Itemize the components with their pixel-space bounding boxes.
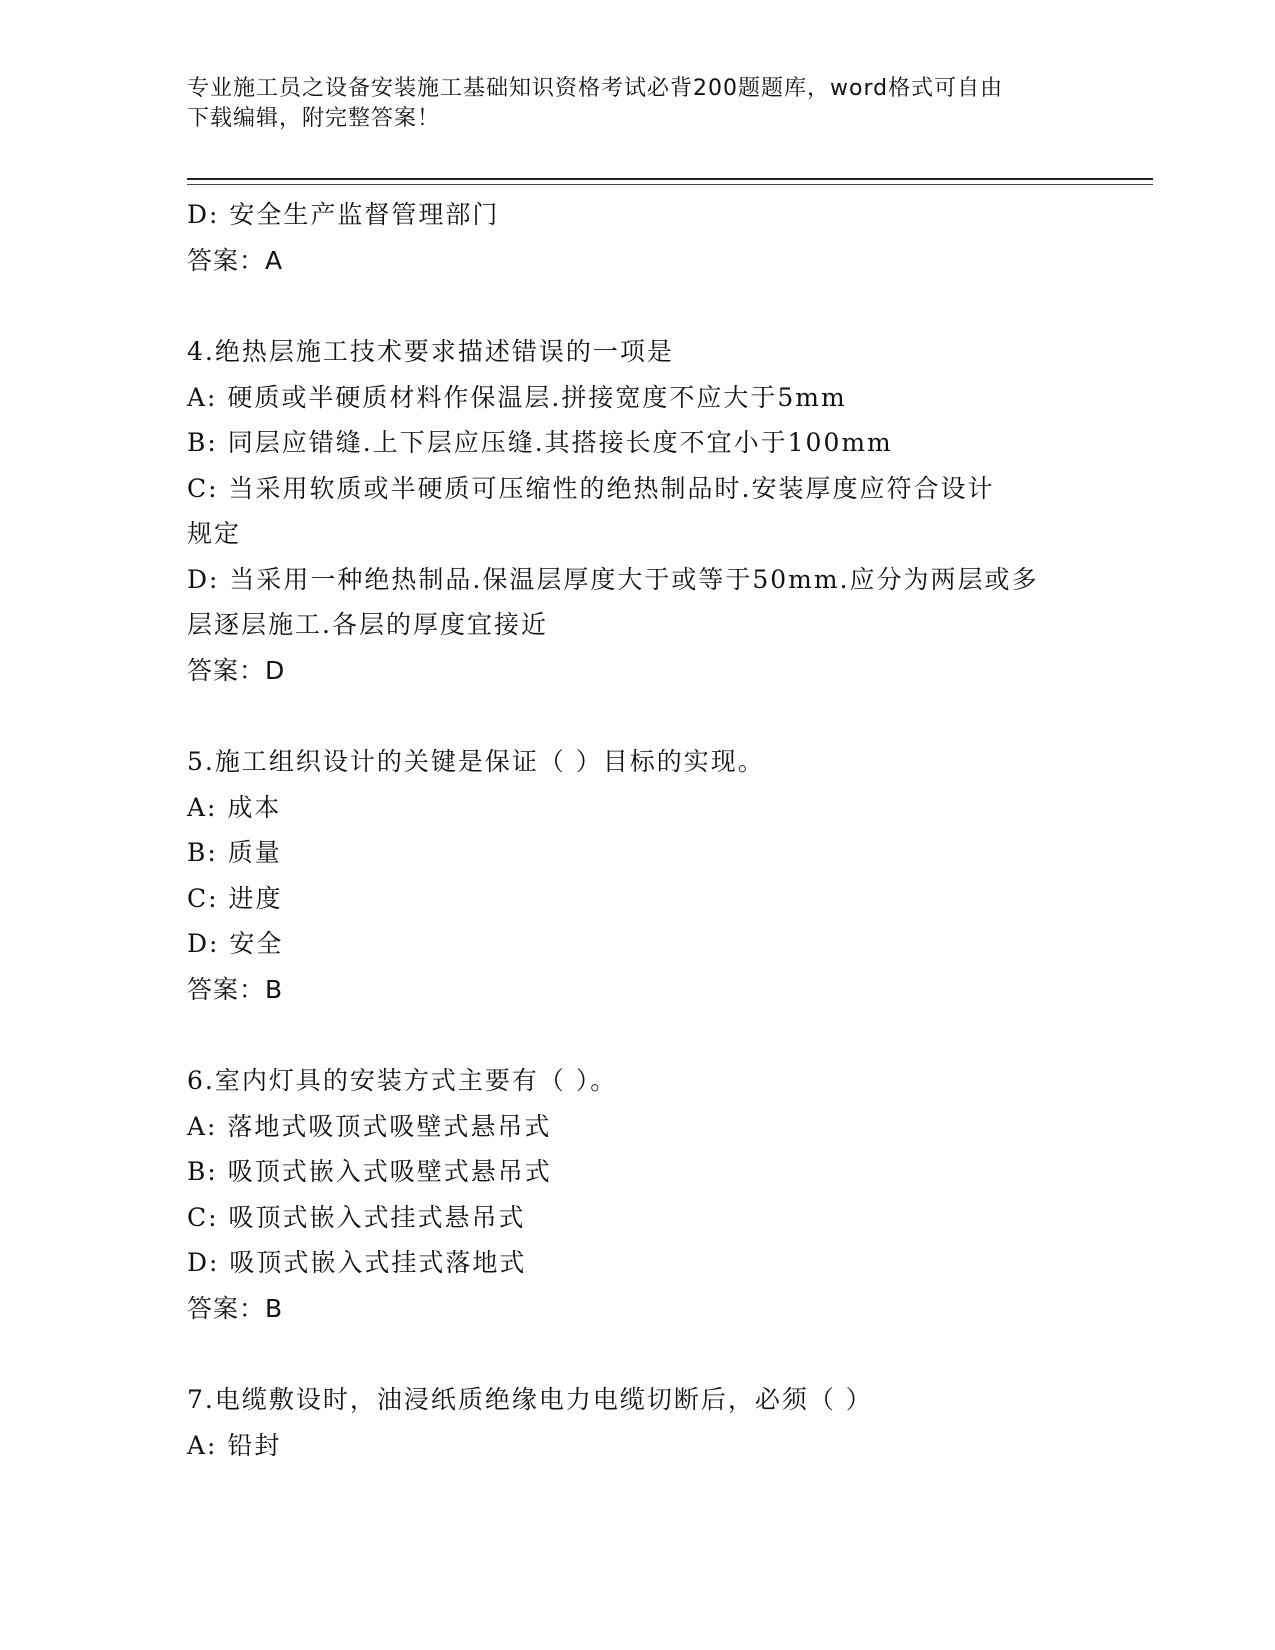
q6-question: 6.室内灯具的安装方式主要有（ ）。 [187, 1066, 618, 1095]
q4-option-a: A: 硬质或半硬质材料作保温层.拼接宽度不应大于5mm [187, 382, 847, 412]
document-header [187, 74, 1087, 134]
q5-option-c: C: 进度 [187, 883, 283, 913]
question-3 [187, 192, 1087, 283]
q3-option-d: D: 安全生产监督管理部门 [187, 200, 500, 229]
question-4 [187, 329, 1087, 693]
question-7 [187, 1377, 1087, 1468]
q5-option-d: D: 安全 [187, 929, 284, 958]
header-line-2: 下载编辑，附完整答案！ [187, 106, 441, 131]
q5-question: 5.施工组织设计的关键是保证（ ）目标的实现。 [187, 747, 765, 776]
q3-answer: 答案：A [187, 245, 284, 275]
q5-option-a: A: 成本 [187, 792, 282, 822]
q7-option-a: A: 铅封 [187, 1430, 282, 1460]
q5-answer: 答案：B [187, 974, 284, 1004]
q5-option-b: B: 质量 [187, 838, 282, 867]
question-list [187, 192, 1087, 1468]
spacer [187, 1012, 1087, 1058]
question-6 [187, 1058, 1087, 1331]
header-line-1: 专业施工员之设备安装施工基础知识资格考试必背200题题库，word格式可自由 [187, 76, 1004, 101]
q6-option-a: A: 落地式吸顶式吸壁式悬吊式 [187, 1111, 552, 1141]
header-divider-thick [187, 178, 1153, 180]
spacer [187, 283, 1087, 329]
q6-option-c: C: 吸顶式嵌入式挂式悬吊式 [187, 1202, 526, 1232]
q6-option-d: D: 吸顶式嵌入式挂式落地式 [187, 1248, 527, 1277]
q4-option-d-line-1: D: 当采用一种绝热制品.保温层厚度大于或等于50mm.应分为两层或多 [187, 564, 1039, 594]
q4-option-c-line-1: C: 当采用软质或半硬质可压缩性的绝热制品时.安装厚度应符合设计 [187, 473, 995, 503]
q6-answer: 答案：B [187, 1293, 284, 1323]
spacer [187, 1331, 1087, 1377]
spacer [187, 693, 1087, 739]
q4-answer: 答案：D [187, 655, 286, 685]
q4-question: 4.绝热层施工技术要求描述错误的一项是 [187, 337, 674, 366]
q6-option-b: B: 吸顶式嵌入式吸壁式悬吊式 [187, 1157, 552, 1186]
q4-option-c-line-2: 规定 [187, 519, 242, 548]
question-5 [187, 739, 1087, 1012]
q7-question: 7.电缆敷设时，油浸纸质绝缘电力电缆切断后，必须（ ） [187, 1385, 873, 1414]
q4-option-b: B: 同层应错缝.上下层应压缝.其搭接长度不宜小于100mm [187, 428, 893, 457]
q4-option-d-line-2: 层逐层施工.各层的厚度宜接近 [187, 610, 548, 639]
header-divider-thin [187, 184, 1153, 185]
